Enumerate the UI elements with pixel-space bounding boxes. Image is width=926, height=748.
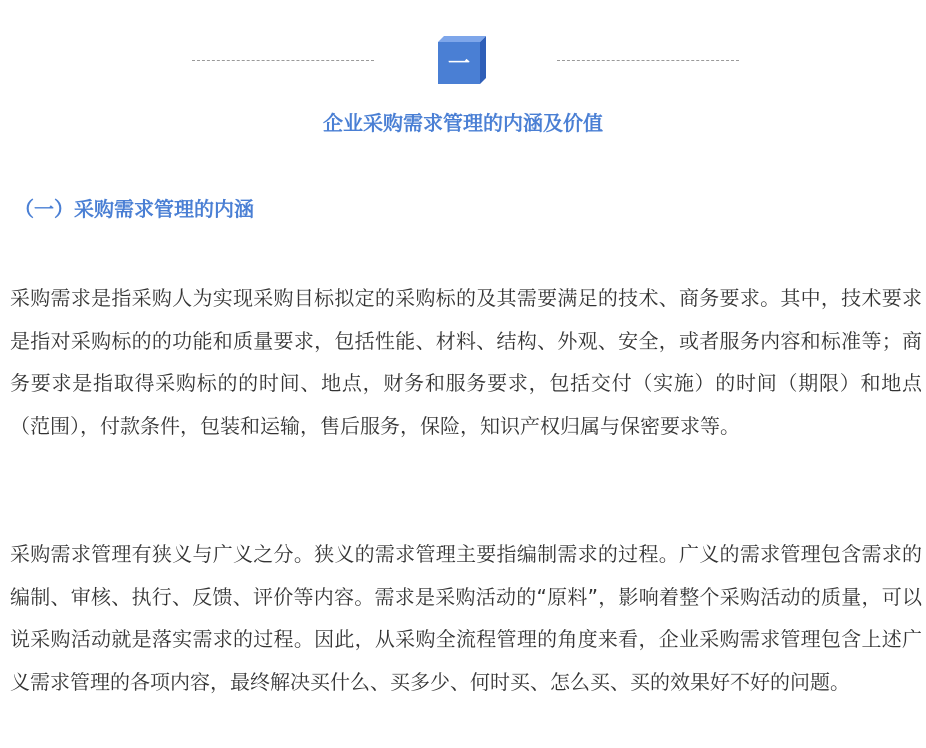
section-number-cube-icon [434,36,490,86]
paragraph-1: 采购需求是指采购人为实现采购目标拟定的采购标的及其需要满足的技术、商务要求。其中，技术要求是指对采购标的的功能和质量要求，包括性能、材料、结构、外观、安全，或者服务内容和标准等；商务要求是指取得采购标的的时间、地点，财务和服务要求，包括交付（实施）的时间（期限）和地点（范围），付款条件，包装和运输，售后服务，保险，知识产权归属与保密要求等。 [10,286,922,438]
dashed-line-left [192,60,374,61]
paragraph-2: 采购需求管理有狭义与广义之分。狭义的需求管理主要指编制需求的过程。广义的需求管理包含需求的编制、审核、执行、反馈、评价等内容。需求是采购活动的“原料”，影响着整个采购活动的质量，可以说采购活动就是落实需求的过程。因此，从采购全流程管理的角度来看，企业采购需求管理包含上述广义需求管理的各项内容，最终解决买什么、买多少、何时买、怎么买、买的效果好不好的问题。 [10,542,922,694]
section-number: 一 [447,52,471,77]
section-title: 企业采购需求管理的内涵及价值 [323,111,603,135]
subsection-title: （一）采购需求管理的内涵 [14,197,254,221]
section-divider [0,36,926,86]
dashed-line-right [557,60,739,61]
